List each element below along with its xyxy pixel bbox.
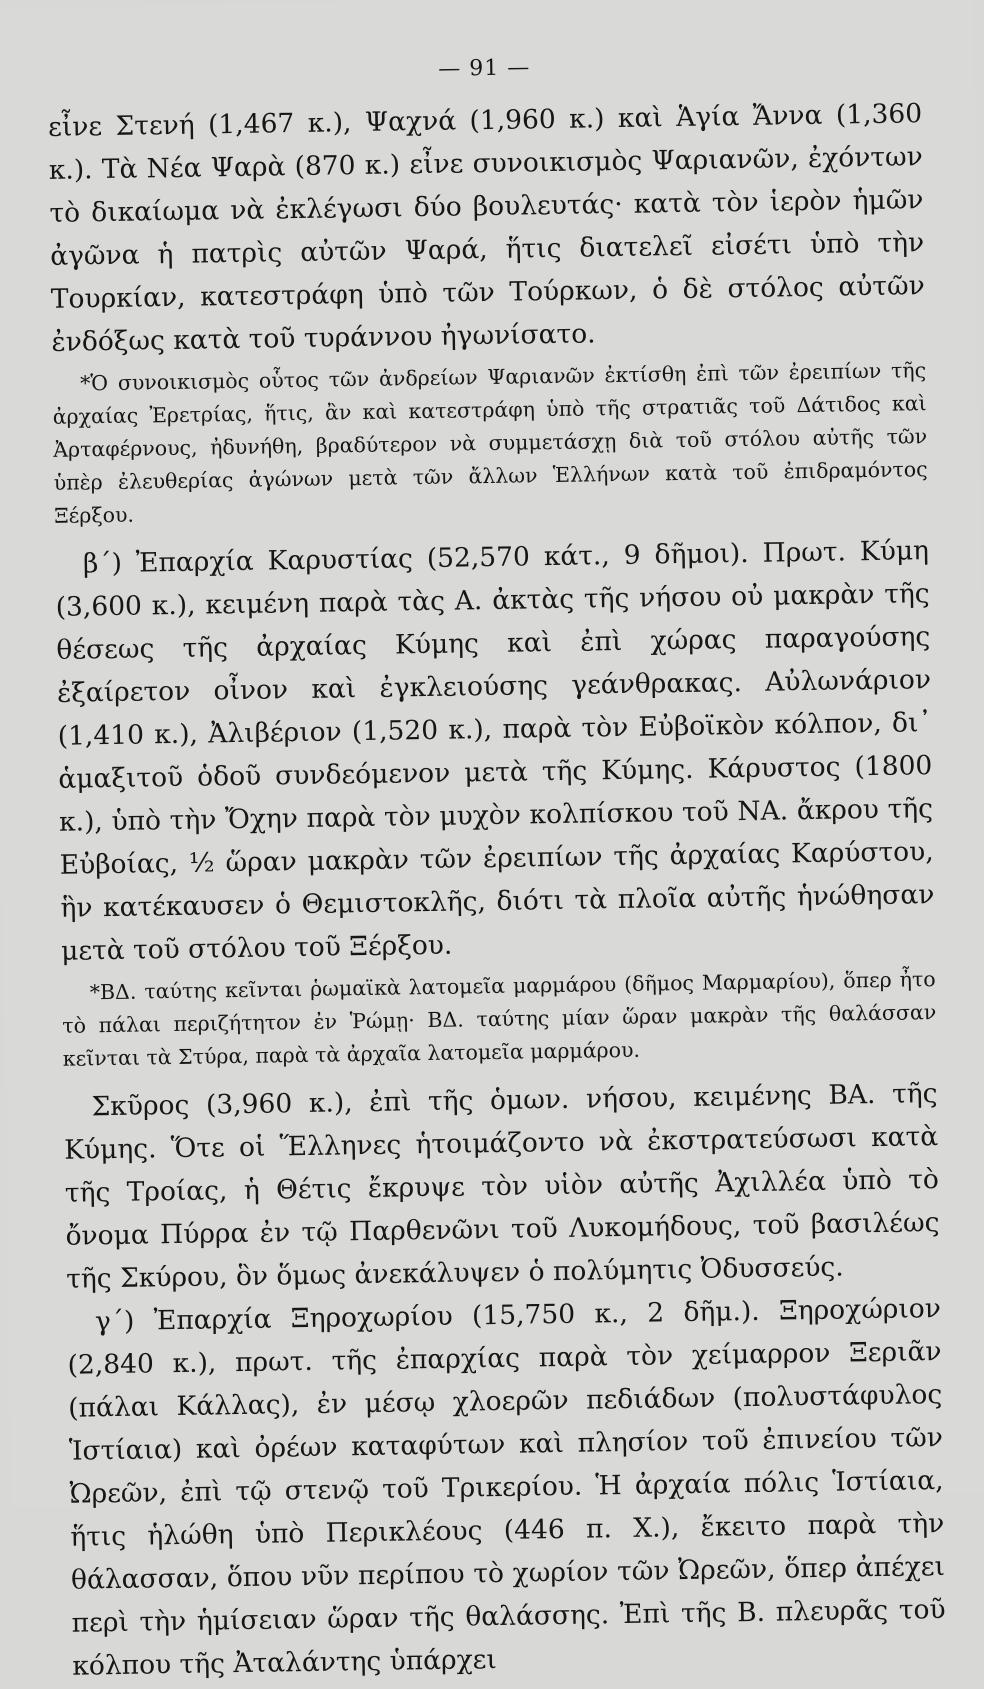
footnote-marble-quarries: *ΒΔ. ταύτης κεῖνται ῥωμαϊκὰ λατομεῖα μαρμάρου (δῆμος Μαρμαρίου), ὅπερ ἦτο τὸ πάλαι περιζήτητον ἐν Ῥώμῃ· ΒΔ. ταύτης μίαν ὥραν μακρὰν τῆς θαλάσσαν κεῖνται τὰ Στύρα, παρὰ τὰ ἀρχαῖα λατομεῖα μαρμάρου. [62, 967, 937, 1071]
paragraph-karystia: β´) Ἐπαρχία Καρυστίας (52,570 κάτ., 9 δῆμοι). Πρωτ. Κύμη (3,600 κ.), κειμένη παρὰ τὰς Α. ἀκτὰς τῆς νήσου οὐ μακρὰν τῆς θέσεως τῆς ἀρχαίας Κύμης καὶ ἐπὶ χώρας παραγούσης ἐξαίρετον οἶνον καὶ ἐγκλειούσης γεάνθρακας. Αὐλωνάριον (1,410 κ.), Ἀλιβέριον (1,520 κ.), παρὰ τὸν Εὐβοϊκὸν κόλπον, δι᾽ ἁμαξιτοῦ ὁδοῦ συνδεόμενον μετὰ τῆς Κύμης. Κάρυστος (1800 κ.), ὑπὸ τὴν Ὄχην παρὰ τὸν μυχὸν κολπίσκου τοῦ ΝΑ. ἄκρου τῆς Εὐβοίας, ½ ὥραν μακρὰν τῶν ἐρειπίων τῆς ἀρχαίας Καρύστου, ἣν κατέκαυσεν ὁ Θεμιστοκλῆς, διότι τὰ πλοῖα αὐτῆς ἡνώθησαν μετὰ τοῦ στόλου τοῦ Ξέρξου. [55, 535, 935, 967]
page-text [48, 92, 947, 1688]
paragraph-xirochori: γ´) Ἐπαρχία Ξηροχωρίου (15,750 κ., 2 δῆμ.). Ξηροχώριον (2,840 κ.), πρωτ. τῆς ἐπαρχίας παρὰ τὸν χείμαρρον Ξεριᾶν (πάλαι Κάλλας), ἐν μέσῳ χλοερῶν πεδιάδων (πολυστάφυλος Ἱστίαια) καὶ ὀρέων καταφύτων καὶ πλησίον τοῦ ἐπινείου τῶν Ὠρεῶν, ἐπὶ τῷ στενῷ τοῦ Τρικερίου. Ἡ ἀρχαία πόλις Ἱστίαια, ἥτις ἡλώθη ὑπὸ Περικλέους (446 π. Χ.), ἔκειτο παρὰ τὴν θάλασσαν, ὅπου νῦν περίπου τὸ χωρίον τῶν Ὠρεῶν, ὅπερ ἀπέχει περὶ τὴν ἡμίσειαν ὥραν τῆς θαλάσσης. Ἐπὶ τῆς Β. πλευρᾶς τοῦ κόλπου τῆς Ἀταλάντης ὑπάρχει [67, 1293, 946, 1682]
paragraph-skyros: Σκῦρος (3,960 κ.), ἐπὶ τῆς ὁμων. νήσου, κειμένης ΒΑ. τῆς Κύμης. Ὅτε οἱ Ἕλληνες ἡτοιμάζοντο νὰ ἐκστρατεύσωσι κατὰ τῆς Τροίας, ἡ Θέτις ἔκρυψε τὸν υἱὸν αὐτῆς Ἀχιλλέα ὑπὸ τὸ ὄνομα Πύρρα ἐν τῷ Παρθενῶνι τοῦ Λυκομήδους, τοῦ βασιλέως τῆς Σκύρου, ὃν ὅμως ἀνεκάλυψεν ὁ πολύμητις Ὀδυσσεύς. [63, 1078, 940, 1295]
paragraph-psara: εἶνε Στενή (1,467 κ.), Ψαχνά (1,960 κ.) καὶ Ἁγία Ἄννα (1,360 κ.). Τὰ Νέα Ψαρὰ (870 κ.) εἶνε συνοικισμὸς Ψαριανῶν, ἐχόντων τὸ δικαίωμα νὰ ἐκλέγωσι δύο βουλευτάς· κατὰ τὸν ἱερὸν ἡμῶν ἀγῶνα ἡ πατρὶς αὐτῶν Ψαρά, ἥτις διατελεῖ εἰσέτι ὑπὸ τὴν Τουρκίαν, κατεστράφη ὑπὸ τῶν Τούρκων, ὁ δὲ στόλος αὐτῶν ἐνδόξως κατὰ τοῦ τυράννου ἠγωνίσατο. [47, 98, 926, 358]
page-number: — 91 — [438, 55, 531, 82]
footnote-eretria: *Ὁ συνοικισμὸς οὗτος τῶν ἀνδρείων Ψαριανῶν ἐκτίσθη ἐπὶ τῶν ἐρειπίων τῆς ἀρχαίας Ἐρετρίας, ἥτις, ἂν καὶ κατεστράφη ὑπὸ τῆς στρατιᾶς τοῦ Δάτιδος καὶ Ἀρταφέρνους, ἠδυνήθη, βραδύτερον νὰ συμμετάσχῃ διὰ τοῦ στόλου αὐτῆς τῶν ὑπὲρ ἐλευθερίας ἀγώνων μετὰ τῶν ἄλλων Ἑλλήνων κατὰ τοῦ ἐπιδραμόντος Ξέρξου. [52, 358, 928, 528]
